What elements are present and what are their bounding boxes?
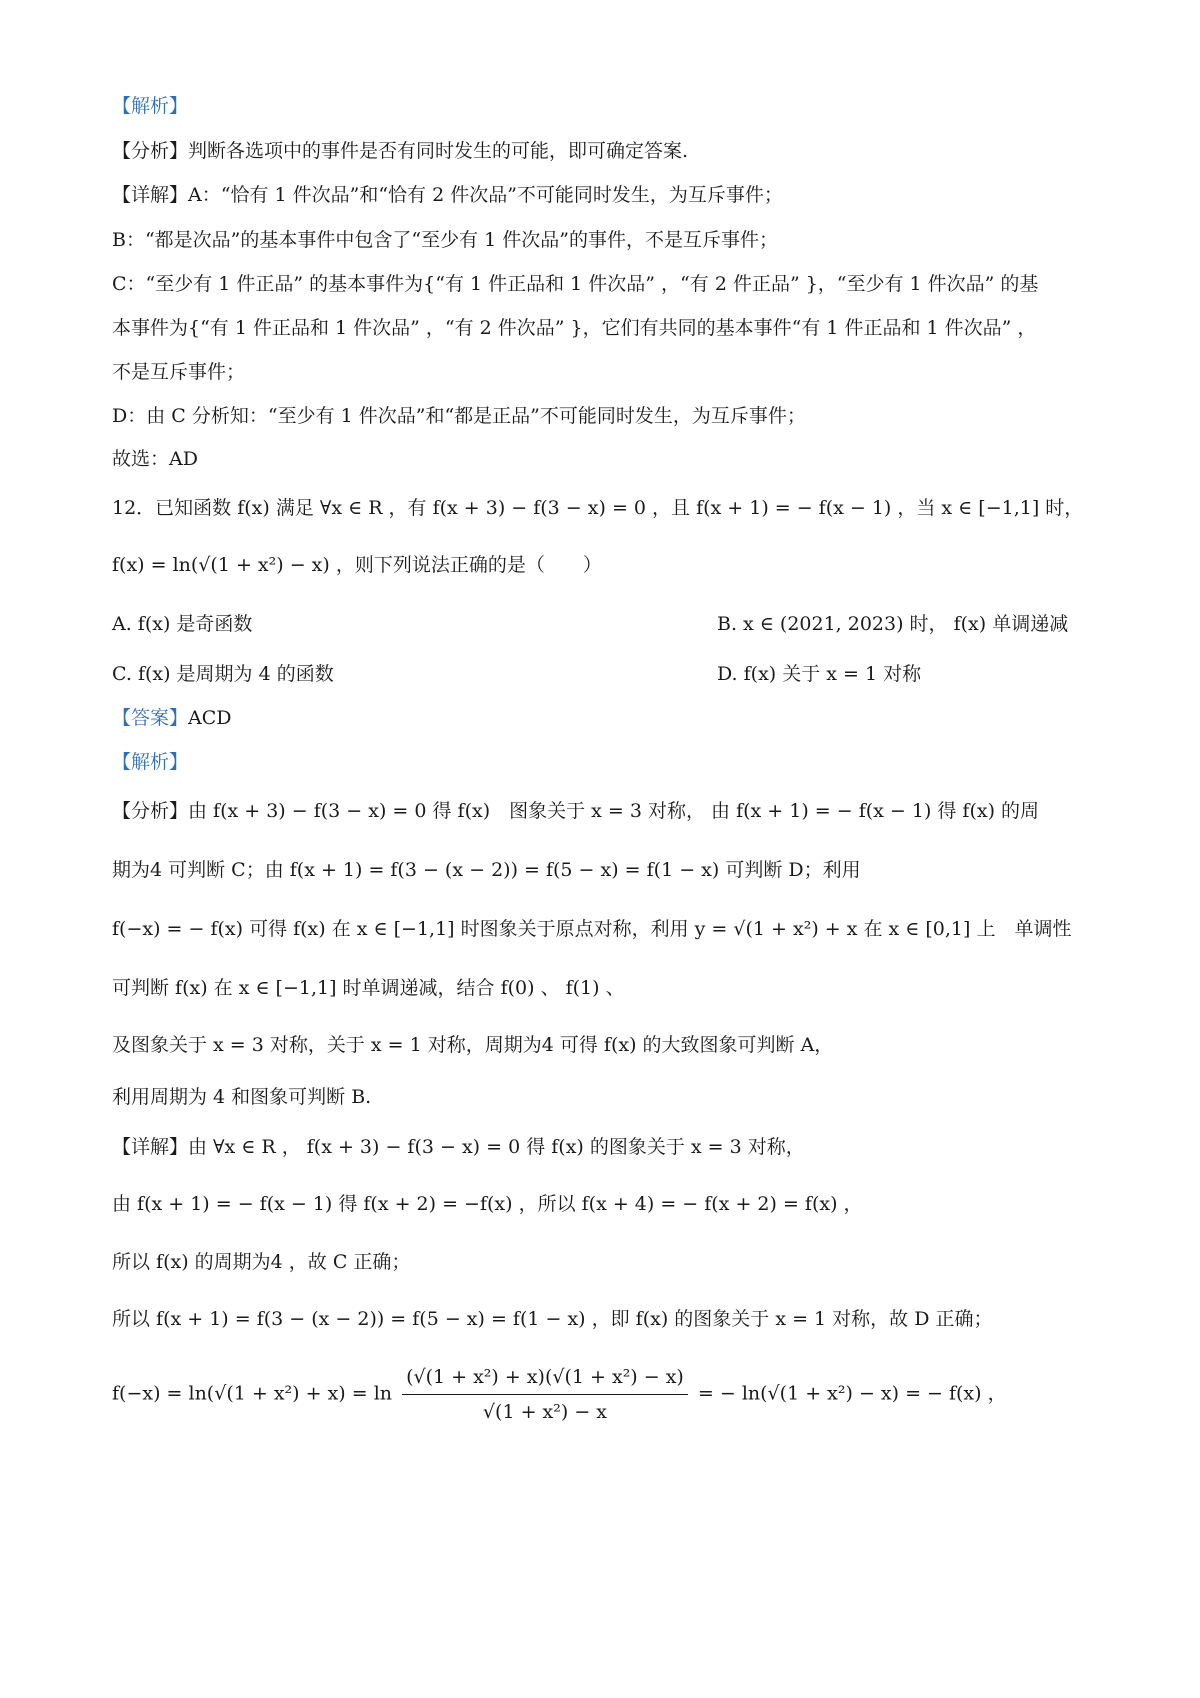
fraction [402,1362,688,1427]
detail-label: 【详解】 [112,184,189,206]
detail-line-b: B：“都是次品”的基本事件中包含了“至少有 1 件次品”的事件，不是互斥事件； [112,229,778,251]
answer-label: 【答案】 [112,707,189,729]
detail2-line2: 由 f(x + 1) = − f(x − 1) 得 f(x + 2) = −f(x) ，所以 f(x + 4) = − f(x + 2) = f(x) ， [112,1193,863,1215]
fraction-numerator: (√(1 + x²) + x)(√(1 + x²) − x) [402,1362,688,1395]
analysis-line: 【分析】判断各选项中的事件是否有同时发生的可能，即可确定答案. [112,140,689,162]
analysis2-line3: f(−x) = − f(x) 可得 f(x) 在 x ∈ [−1,1] 时图象关于原点对称，利用 y = √(1 + x²) + x 在 x ∈ [0,1] 上 单调性 [112,918,1072,940]
detail2-label: 【详解】 [112,1136,189,1158]
detail2-line4: 所以 f(x + 1) = f(3 − (x − 2)) = f(5 − x) = f(1 − x) ，即 f(x) 的图象关于 x = 1 对称，故 D 正确； [112,1308,993,1330]
options-row-1 [112,610,1110,638]
detail-line-c1: C：“至少有 1 件正品” 的基本事件为{“有 1 件正品和 1 件次品” ，“有 2 件正品” }，“至少有 1 件次品” 的基 [112,273,1039,295]
section-heading-jiexi-2: 【解析】 [112,751,189,773]
option-a: A. f(x) 是奇函数 [112,613,253,635]
detail2-line1: 【详解】由 ∀x ∈ R ， f(x + 3) − f(3 − x) = 0 得 f(x) 的图象关于 x = 3 对称， [112,1136,805,1158]
detail-line-c2: 本事件为{“有 1 件正品和 1 件次品” ，“有 2 件次品” }，它们有共同的基本事件“有 1 件正品和 1 件次品” ， [112,317,1037,339]
option-d: D. f(x) 关于 x = 1 对称 [717,663,922,685]
answer-choice-line: 故选：AD [112,448,198,470]
answer-line [112,704,1110,732]
detail-line-c3: 不是互斥事件； [112,361,246,383]
analysis-label: 【分析】 [112,140,189,162]
option-b: B. x ∈ (2021, 2023) 时， f(x) 单调递减 [717,613,1069,635]
detail-line-a: 【详解】A：“恰有 1 件次品”和“恰有 2 件次品”不可能同时发生，为互斥事件； [112,184,783,206]
question-12-line1: 12．已知函数 f(x) 满足 ∀x ∈ R ，有 f(x + 3) − f(3 − x) = 0 ，且 f(x + 1) = − f(x − 1) ，当 x ∈ [−1,1] 时， [112,497,1084,519]
detail-line-d: D：由 C 分析知：“至少有 1 件次品”和“都是正品”不可能同时发生，为互斥事件； [112,405,806,427]
section-heading-jiexi: 【解析】 [112,95,189,117]
detail2-line3: 所以 f(x) 的周期为4 ，故 C 正确； [112,1251,411,1273]
question-12-line2: f(x) = ln(√(1 + x²) − x) ，则下列说法正确的是（ ） [112,554,602,576]
analysis2-line2: 期为4 可判断 C；由 f(x + 1) = f(3 − (x − 2)) = f(5 − x) = f(1 − x) 可判断 D；利用 [112,859,861,881]
analysis2-line6: 利用周期为 4 和图象可判断 B. [112,1086,372,1108]
analysis2-line1: 【分析】由 f(x + 3) − f(3 − x) = 0 得 f(x) 图象关于 x = 3 对称， 由 f(x + 1) = − f(x − 1) 得 f(x) 的周 [112,800,1040,822]
analysis2-line5: 及图象关于 x = 3 对称，关于 x = 1 对称，周期为4 可得 f(x) 的大致图象可判断 A， [112,1034,834,1056]
detail2-line5-fraction: f(−x) = ln(√(1 + x²) + x) = ln $\frac{\text{(√(1 + x²) + x)(√(1 + x²) − x)}}{\text{√(1 + x²) − x}}$ = − ln(√(1 + x²) − x) = − f(x) ， [112,1362,1110,1427]
option-c: C. f(x) 是周期为 4 的函数 [112,663,334,685]
analysis2-label: 【分析】 [112,800,189,822]
fraction-denominator: √(1 + x²) − x [482,1401,607,1423]
answer-value: ACD [188,707,232,729]
analysis2-line4: 可判断 f(x) 在 x ∈ [−1,1] 时单调递减，结合 f(0) 、 f(1) 、 [112,977,625,999]
options-row-2 [112,660,1110,688]
